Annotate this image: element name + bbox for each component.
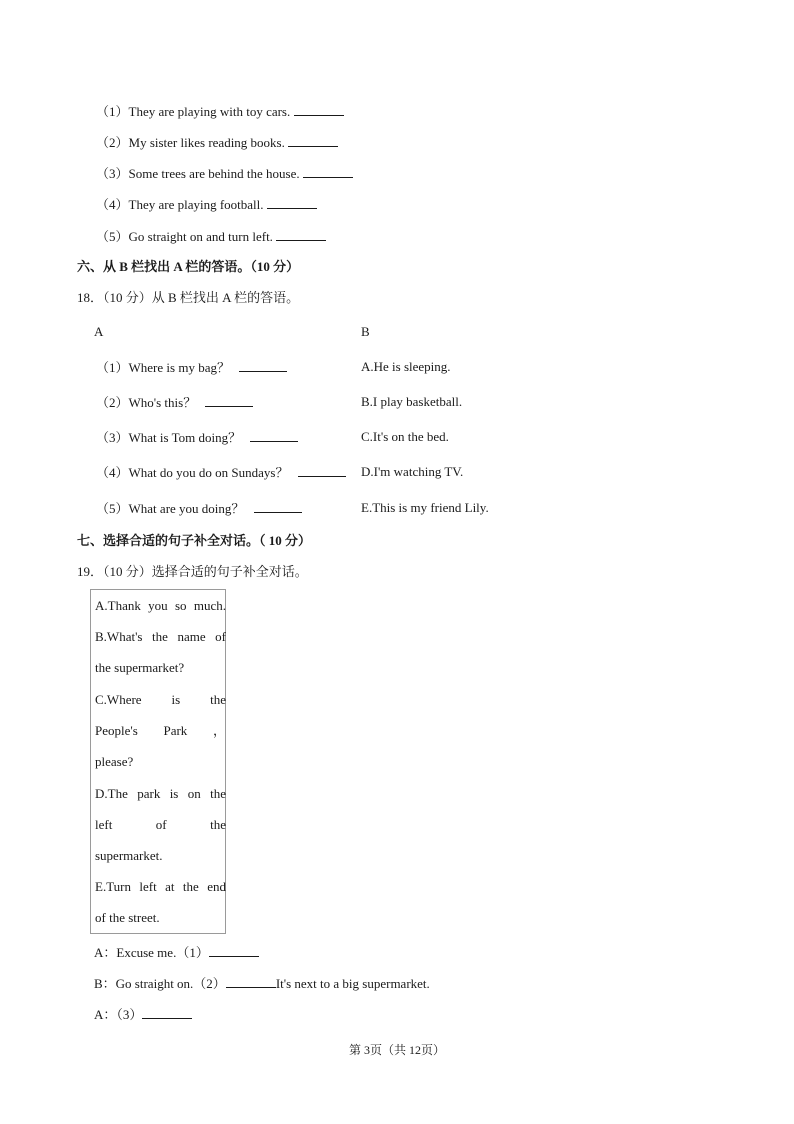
match-answer-e: E.This is my friend Lily.	[361, 500, 489, 515]
s5-item-3	[96, 165, 353, 182]
dialogue-speaker: A：	[94, 945, 117, 960]
dialogue-speaker: A：	[94, 1007, 117, 1022]
answer-blank[interactable]	[250, 429, 298, 442]
dialogue-text: Go straight on.（2）	[115, 976, 226, 991]
row-question: What are you doing？	[128, 501, 245, 516]
s5-item-5	[96, 228, 326, 245]
row-question: Where is my bag？	[128, 360, 230, 375]
s5-item-num: （2）	[96, 135, 129, 150]
option-line: E.Turn left at the end	[95, 879, 226, 894]
row-question: What do you do on Sundays？	[128, 465, 289, 480]
dialogue-text: Excuse me.（1）	[116, 945, 209, 960]
row-question: Who's this？	[128, 395, 197, 410]
answer-blank[interactable]	[239, 359, 287, 372]
answer-blank[interactable]	[288, 134, 338, 147]
s5-item-text: Some trees are behind the house.	[128, 166, 300, 181]
match-answer-c: C.It's on the bed.	[361, 429, 449, 444]
section6-heading: 六、从 B 栏找出 A 栏的答语。（10 分）	[77, 259, 300, 274]
column-b-label: B	[361, 324, 370, 339]
row-num: （3）	[96, 430, 129, 445]
s5-item-num: （5）	[96, 229, 129, 244]
dialogue-text: （3）	[116, 1007, 143, 1022]
option-line: please?	[95, 754, 134, 769]
section7-heading: 七、选择合适的句子补全对话。（ 10 分）	[77, 533, 312, 548]
s5-item-text: Go straight on and turn left.	[128, 229, 273, 244]
s5-item-text: My sister likes reading books.	[128, 135, 285, 150]
answer-blank[interactable]	[303, 165, 353, 178]
dialogue-line-3	[94, 1006, 192, 1023]
option-line: supermarket.	[95, 848, 163, 863]
match-question-1	[96, 359, 287, 376]
question-19: 19．（10 分）选择合适的句子补全对话。	[77, 564, 308, 579]
answer-blank[interactable]	[205, 394, 253, 407]
options-box	[90, 589, 226, 934]
s5-item-2	[96, 134, 338, 151]
match-question-3	[96, 429, 298, 446]
match-question-4	[96, 464, 346, 481]
s5-item-4	[96, 196, 317, 213]
answer-blank[interactable]	[294, 103, 344, 116]
option-line: C.Where is the	[95, 692, 226, 707]
option-line: left of the	[95, 817, 226, 832]
answer-blank[interactable]	[276, 228, 326, 241]
row-num: （5）	[96, 501, 129, 516]
match-answer-a: A.He is sleeping.	[361, 359, 451, 374]
dialogue-line-2	[94, 975, 430, 992]
dialogue-line-1	[94, 944, 259, 961]
match-answer-d: D.I'm watching TV.	[361, 464, 464, 479]
option-line: A.Thank you so much.	[95, 598, 226, 613]
answer-blank[interactable]	[226, 975, 276, 988]
option-line: D.The park is on the	[95, 786, 226, 801]
question-18: 18．（10 分）从 B 栏找出 A 栏的答语。	[77, 290, 300, 305]
row-num: （2）	[96, 395, 129, 410]
page-footer: 第 3页（共 12页）	[348, 1043, 445, 1057]
s5-item-num: （4）	[96, 197, 129, 212]
answer-blank[interactable]	[142, 1006, 192, 1019]
match-question-2	[96, 394, 253, 411]
answer-blank[interactable]	[209, 944, 259, 957]
row-question: What is Tom doing？	[128, 430, 242, 445]
s5-item-1	[96, 103, 344, 120]
option-line: People's Park ，	[95, 723, 226, 738]
match-question-5	[96, 500, 302, 517]
dialogue-speaker: B：	[94, 976, 116, 991]
answer-blank[interactable]	[254, 500, 302, 513]
answer-blank[interactable]	[267, 196, 317, 209]
dialogue-text: It's next to a big supermarket.	[275, 976, 430, 991]
option-line: the supermarket?	[95, 660, 185, 675]
row-num: （4）	[96, 465, 129, 480]
s5-item-text: They are playing football.	[128, 197, 264, 212]
match-answer-b: B.I play basketball.	[361, 394, 463, 409]
s5-item-num: （1）	[96, 104, 129, 119]
answer-blank[interactable]	[298, 464, 346, 477]
s5-item-text: They are playing with toy cars.	[128, 104, 291, 119]
option-line: of the street.	[95, 910, 160, 925]
s5-item-num: （3）	[96, 166, 129, 181]
column-a-label: A	[94, 324, 104, 339]
row-num: （1）	[96, 360, 129, 375]
option-line: B.What's the name of	[95, 629, 226, 644]
